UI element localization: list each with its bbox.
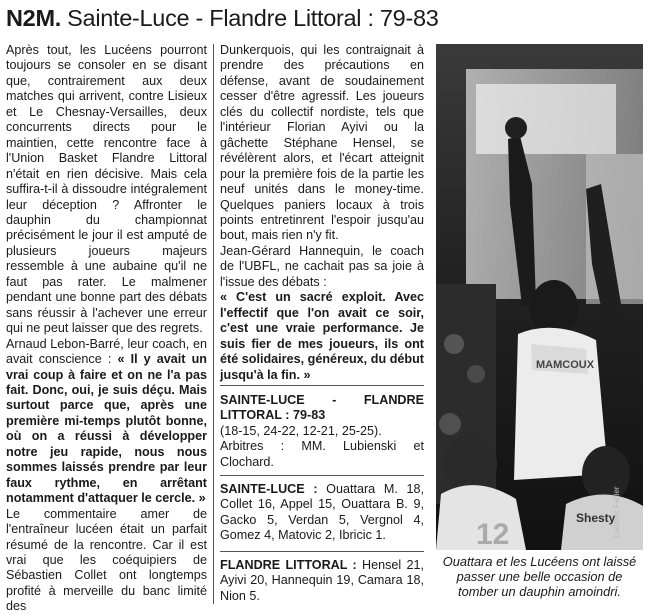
jersey-sponsor: MAMCOUX bbox=[536, 359, 595, 371]
stats-divider-2 bbox=[220, 551, 424, 552]
coach-quote: « Il y avait un vrai coup à faire et on ne l'a pas fait. Donc, oui, je suis déçu. Mais surtout parce que, après une première mi-temps plutôt bonne, où on a réussi à développer notre jeu rapide, nous nous sommes laissés prendre par leur faux rythme, en arrêtant notamment d'attaquer le cercle. » bbox=[6, 352, 208, 506]
result-referees: Arbitres : MM. Lubienski et Clochard. bbox=[220, 439, 424, 469]
headline-title: Sainte-Luce - Flandre Littoral : 79-83 bbox=[60, 5, 439, 31]
stats-home bbox=[220, 482, 424, 544]
stats-home-team: SAINTE-LUCE : bbox=[220, 482, 318, 496]
article-column-1 bbox=[6, 43, 207, 615]
article-column-2 bbox=[220, 43, 424, 383]
coach-intro-paragraph: Jean-Gérard Hannequin, le coach de l'UBFL, ne cachait pas sa joie à l'issue des débats : bbox=[220, 243, 424, 289]
stats-home-line bbox=[220, 482, 424, 544]
stats-home-players: Ouattara M. 18, Collet 16, Appel 15, Ouattara B. 9, Gacko 5, Verdan 5, Vergnol 4, Gomez 4, Matovic 2, Ibricic 1. bbox=[220, 482, 424, 543]
coach-quote-paragraph bbox=[6, 337, 207, 507]
photo-caption: Ouattara et les Lucéens ont laissé passer une belle occasion de tomber un dauphin amoindri. bbox=[442, 554, 637, 600]
stats-away-line bbox=[220, 558, 424, 604]
article-paragraph: Dunkerquois, qui les contraignait à prendre des précautions en défense, avant de soudainement cesser d'être agressif. Les joueurs clés du collectif nordiste, tels que l'intérieur Florian Ayivi ou la gâchette Stéphane Hensel, se révélèrent alors, et l'écart atteignit pour la première fois de la partie les neuf unités dans le money-time. Quelques paniers locaux à trois points entretinrent l'espoir jusqu'au bout, mais rien n'y fit. bbox=[220, 43, 424, 243]
jersey-number: 12 bbox=[476, 518, 510, 550]
jersey-sponsor-2: Shesty bbox=[576, 511, 616, 525]
coach-quote: « C'est un sacré exploit. Avec l'effectif que l'on avait ce soir, c'est une vraie performance. Je suis fier de mes joueurs, ils ont été solidaires, généreux, du début jusqu'à la fin. » bbox=[220, 290, 424, 382]
result-quarters: (18-15, 24-22, 12-21, 25-25). bbox=[220, 423, 382, 438]
section-tag: N2M. bbox=[6, 5, 61, 31]
article-paragraph-end: Le commentaire amer de l'entraîneur lucéen était un parfait résumé de la rencontre. Car il est vrai que les coéquipiers de Sébastien Collet ont longtemps profité à merveille du banc limité des bbox=[6, 506, 207, 614]
article-paragraph: Après tout, les Lucéens pourront toujours se consoler en se disant que, contrairement aux deux matches qui arrivent, contre Lisieux et Le Chesnay-Versailles, deux concurrents directs pour le maintien, cette rencontre face à l'Union Basket Flandre Littoral n'était en rien décisive. Mais cela suffira-t-il à dissoudre intégralement leur déception ? Affronter le dauphin du championnat précisément le jour il est amputé de plusieurs joueurs majeurs ressemble à une aubaine qu'il ne faut pas rater. Le malmener pendant une bonne part des débats sans réussir à l'achever une erreur qui ne peut laisser que des regrets. bbox=[6, 43, 207, 336]
headline bbox=[6, 5, 642, 35]
result-box bbox=[220, 393, 424, 470]
stats-divider bbox=[220, 475, 424, 476]
basketball-photo bbox=[436, 44, 643, 550]
stats-away-players: Hensel 21, Ayivi 20, Hannequin 19, Camara 18, Nion 5. bbox=[220, 558, 424, 603]
coach-intro: Arnaud Lebon-Barré, leur coach, en avait conscience : bbox=[6, 336, 207, 367]
result-divider bbox=[220, 385, 424, 386]
stats-away bbox=[220, 558, 424, 604]
photo-credit: Ludovic Fallier bbox=[612, 486, 621, 538]
column-divider bbox=[213, 44, 214, 604]
result-title: SAINTE-LUCE - FLANDRE LITTORAL : 79-83 bbox=[220, 393, 424, 423]
stats-away-team: FLANDRE LITTORAL : bbox=[220, 558, 357, 572]
